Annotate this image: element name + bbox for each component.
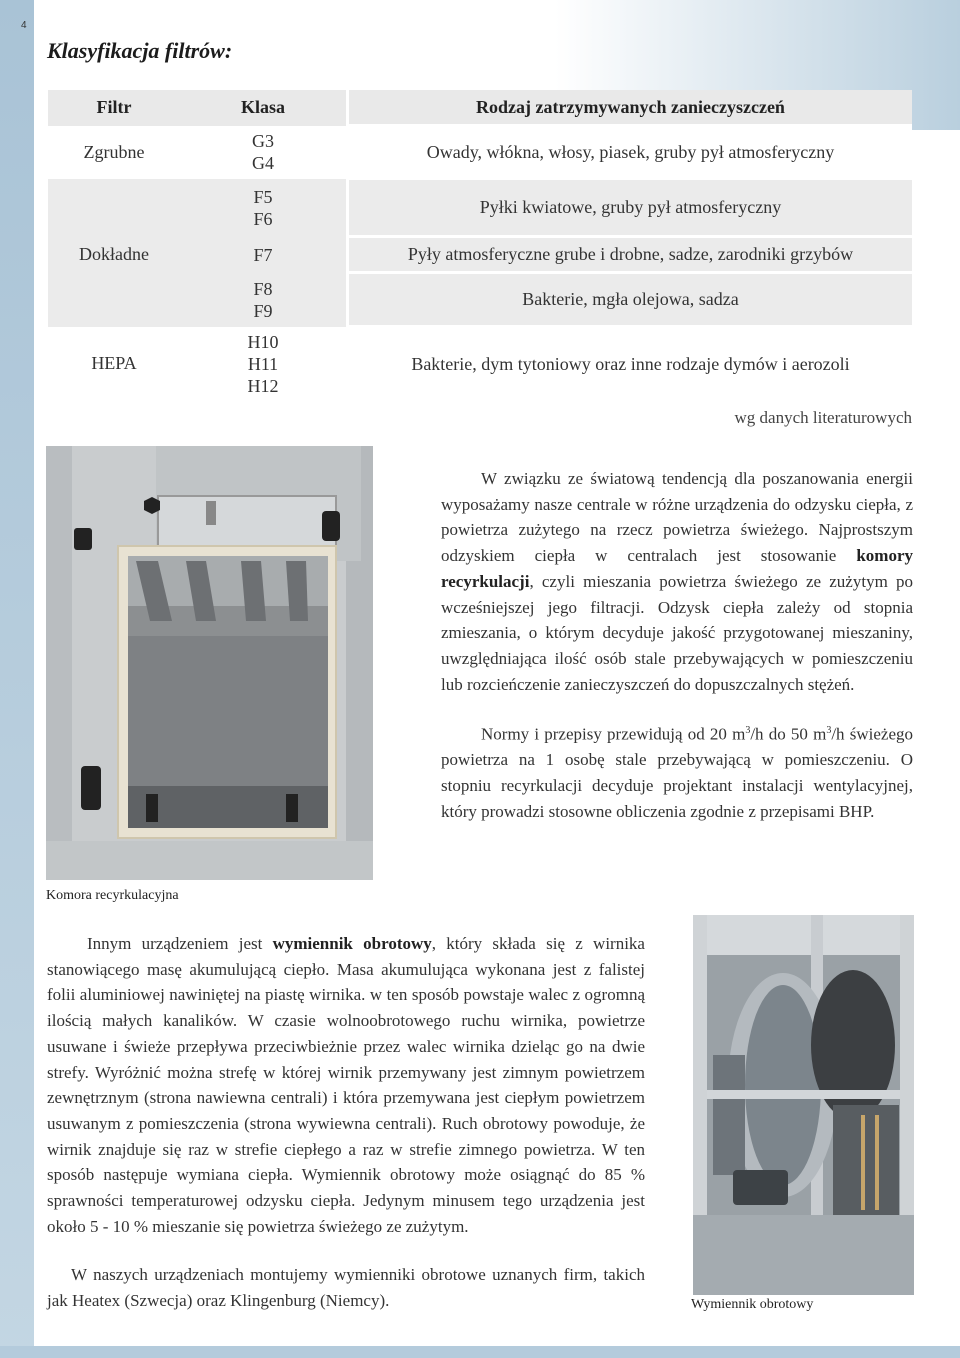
klasa-value: H11 — [247, 353, 279, 374]
cell-typ: Pyłki kwiatowe, gruby pył atmosferyczny — [348, 179, 913, 237]
term-rotary-exchanger: wymiennik obrotowy — [272, 934, 432, 953]
table-header-row — [48, 90, 912, 126]
text-run: Innym urządzeniem jest — [87, 934, 273, 953]
rotary-exchanger-photo — [693, 915, 914, 1295]
cell-klasa — [180, 273, 348, 327]
page-title: Klasyfikacja filtrów: — [47, 38, 233, 63]
paragraph-recirculation — [441, 466, 913, 697]
cell-klasa — [180, 327, 348, 401]
text-run: , który składa się z wirnika stanowiącego masę akumulującą ciepło. Masa akumulująca wykonana jest z falistej folii aluminiowej nawiniętej na piastę wirnika. w ten sposób powstaje walec z ogromną ilością małych kanalików. W czasie wolnoobrotowego ruchu wirnika, powietrze usuwane i świeże przepływa przeciwbieżnie przez walec wirnika dzieląc go na dwie strefy. Wyróżnić można strefę w której wirnik przemywany jest zimnym powietrzem zewnętrznym (strona nawiewna centrali) i która przemywana jest ciepłym powietrzem usuwanym z pomieszczenia (strona wywiewna centrali). Ruch obrotowy powoduje, że wirnik znajduje się raz w strefie ciepłego a raz w strefie zimnego powietrza. W ten sposób następuje wymiana ciepła. Wymiennik obrotowy może osiągnąć do 85 % sprawności temperaturowej odzysku ciepła. Jedynym minusem tego urządzenia jest około 5 - 10 % mieszanie się powietrza świeżego ze zużytym. — [47, 934, 645, 1236]
cell-filtr — [48, 273, 180, 327]
cell-klasa — [180, 126, 348, 179]
text-run: W związku ze światową tendencją dla poszanowania energii wyposażamy nasze centrale w różne urządzenia do odzysku ciepła, z powietrza zużytego na rzecz powietrza świeżego. Najprostszym odzyskiem ciepła w centralach jest stosowanie — [441, 469, 913, 566]
klasa-value: F7 — [253, 244, 273, 265]
cell-typ: Bakterie, dym tytoniowy oraz inne rodzaje dymów i aerozoli — [348, 327, 913, 401]
cell-typ: Owady, włókna, włosy, piasek, gruby pył atmosferyczny — [348, 126, 913, 179]
page-number: 4 — [21, 20, 27, 31]
klasa-value: F6 — [253, 208, 273, 229]
text-run: /h do 50 m — [750, 724, 827, 744]
cell-filtr — [48, 179, 180, 237]
filter-classification-table — [48, 90, 912, 401]
header-klasa: Klasa — [180, 90, 348, 126]
bottom-band — [0, 1346, 960, 1358]
text-run: /h świeżego powietrza na 1 osobę stale przebywającą w pomieszczeniu. O stopniu recyrkulacji decyduje projektant instalacji wentylacyjnej, który prowadzi stosowne obliczenia zgodnie z przepisami BHP. — [441, 724, 913, 821]
klasa-value: H10 — [247, 331, 279, 352]
paragraph-norms — [441, 718, 913, 824]
table-row — [48, 273, 912, 327]
cell-filtr: Zgrubne — [48, 126, 180, 179]
recirculation-chamber-caption: Komora recyrkulacyjna — [46, 888, 179, 903]
table-row — [48, 126, 912, 179]
header-filtr: Filtr — [48, 90, 180, 126]
table-source-note: wg danych literaturowych — [734, 408, 912, 427]
klasa-value: F9 — [253, 300, 273, 321]
cell-typ: Bakterie, mgła olejowa, sadza — [348, 273, 913, 327]
klasa-value: F5 — [253, 186, 273, 207]
rotary-exchanger-caption: Wymiennik obrotowy — [691, 1297, 814, 1312]
table-row — [48, 237, 912, 273]
cell-filtr: Dokładne — [48, 237, 180, 273]
text-run: Normy i przepisy przewidują od 20 m — [481, 724, 746, 744]
klasa-value: G4 — [252, 153, 274, 173]
text-run: , czyli mieszania powietrza świeżego ze zużytym po wcześniejszej jego filtracji. Odzysk ciepła zależy od stopnia zmieszania, o którym decyduje jakość przygotowanej mieszaniny, uwzględniająca ilość osób stale przebywających w pomieszczeniu lub rozcieńczenie zanieczyszczeń do dopuszczalnych stężeń. — [441, 571, 913, 694]
paragraph-manufacturers: W naszych urządzeniach montujemy wymienniki obrotowe uznanych firm, takich jak Heatex (Szwecja) oraz Klingenburg (Niemcy). — [47, 1265, 645, 1310]
cell-klasa — [180, 179, 348, 237]
klasa-value: H12 — [247, 375, 279, 396]
recirculation-chamber-photo — [46, 446, 373, 880]
table-row — [48, 327, 912, 401]
superscript: 3 — [745, 725, 751, 736]
term-recirculation-chamber: komory recyrkulacji — [441, 546, 913, 591]
header-typ: Rodzaj zatrzymywanych zanieczyszczeń — [348, 90, 913, 126]
superscript: 3 — [826, 725, 832, 736]
klasa-value: G3 — [252, 131, 274, 151]
paragraph-rotary-exchanger — [47, 931, 645, 1239]
cell-typ: Pyły atmosferyczne grube i drobne, sadze, zarodniki grzybów — [348, 237, 913, 273]
cell-filtr: HEPA — [48, 327, 180, 401]
table-row — [48, 179, 912, 237]
klasa-value: F8 — [253, 278, 273, 299]
cell-klasa — [180, 237, 348, 273]
